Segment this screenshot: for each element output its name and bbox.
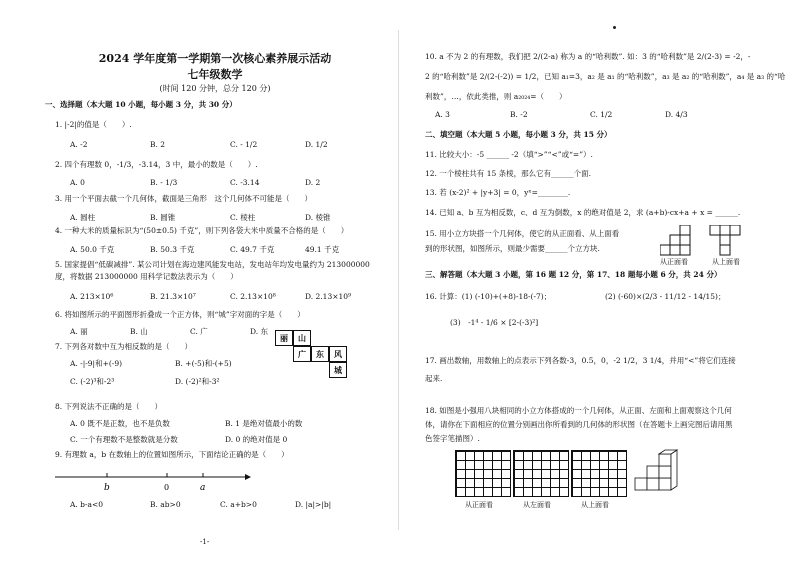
- q10-option-c: C. 1/2: [590, 110, 613, 119]
- q1-option-a: A. -2: [70, 140, 88, 149]
- q1-option-c: C. - 1/2: [230, 140, 258, 149]
- q8-option-d: D. 0 的绝对值是 0: [225, 435, 288, 444]
- q15-caption-top: 从上面看: [712, 258, 740, 266]
- section-1-heading: 一、选择题（本大题 10 小题，每小题 3 分，共 30 分）: [45, 100, 237, 109]
- grid-caption-top: 从上面看: [581, 501, 609, 509]
- cube-face: [647, 466, 659, 478]
- q16-part3: (3) -1⁴ - 1/6 × [2-(-3)²]: [450, 318, 539, 327]
- q10-text-line3: 利数”，…，依此类推，则 a₂₀₂₄=（ ）: [425, 92, 567, 101]
- q10-option-a: A. 3: [435, 110, 450, 119]
- q8-text: 8. 下列说法不正确的是（ ）: [55, 402, 163, 411]
- q3-option-a: A. 圆柱: [70, 213, 96, 222]
- q4-option-a: A. 50.0 千克: [70, 245, 115, 254]
- cube-face: [647, 478, 659, 490]
- q1-text: 1. |-2|的值是（ ）.: [55, 120, 132, 129]
- cube-face: [659, 454, 671, 466]
- q8-option-b: B. 1 是绝对值最小的数: [225, 419, 303, 428]
- q2-text: 2. 四个有理数 0，-1/3，-3.14，3 中，最小的数是（ ）.: [55, 160, 258, 169]
- q16-part1: 16. 计算：(1) (-10)+(+8)-18-(-7)；: [425, 292, 552, 301]
- q4-option-d: 49.1 千克: [305, 245, 340, 254]
- q15-caption-front: 从正面看: [660, 258, 688, 266]
- q5-text-line2: 度，将数据 213000000 用科学记数法表示为（ ）: [55, 272, 238, 281]
- label-b: b: [104, 483, 110, 493]
- net-square: 东: [311, 346, 329, 362]
- section-2-heading: 二、填空题（本大题 5 小题，每小题 3 分，共 15 分）: [425, 130, 612, 139]
- q10-text-line2: 2 的“哈利数”是 2/(2-(-2)) = 1/2，已知 a₁=3，a₂ 是 a₁ 的“哈利数”，a₃ 是 a₂ 的“哈利数”，a₄ 是 a₃ 的“哈: [425, 72, 786, 81]
- q5-option-d: D. 2.13×10⁹: [305, 292, 352, 301]
- q9-option-a: A. b-a<0: [70, 500, 104, 509]
- label-a: a: [200, 483, 206, 493]
- q5-option-a: A. 213×10⁶: [70, 292, 114, 301]
- q9-option-c: C. a+b>0: [220, 500, 257, 509]
- q13-text: 13. 若 (x-2)² + |y+3| = 0，yˣ=________.: [425, 188, 571, 197]
- q16-part2: (2) (-60)×(2/3 - 11/12 - 14/15)；: [605, 292, 726, 301]
- q5-option-c: C. 2.13×10⁸: [230, 292, 276, 301]
- net-square: 山: [293, 330, 311, 346]
- q12-text: 12. 一个棱柱共有 15 条棱，那么它有______个面.: [425, 169, 592, 178]
- label-zero: 0: [164, 483, 170, 492]
- grid-front-view: [455, 450, 511, 497]
- q1-option-d: D. 1/2: [305, 140, 328, 149]
- q4-text: 4. 一种大米的质量标识为“(50±0.5) 千克”，则下列各袋大米中质量不合格的是（ ）: [55, 226, 349, 235]
- q7-option-b: B. +(-5)和-(+5): [175, 359, 232, 368]
- q6-option-d: D. 东: [250, 327, 269, 336]
- net-square: 风: [329, 346, 347, 362]
- q6-option-b: B. 山: [130, 327, 148, 336]
- cube-side: [671, 450, 677, 490]
- q17-text-line2: 起来.: [425, 374, 443, 383]
- section-3-heading: 三、解答题（本大题 3 小题，第 16 题 12 分，第 17、18 题每小题 6 分，共 24 分）: [425, 270, 722, 279]
- cube-net-figure: [275, 330, 387, 380]
- q14-text: 14. 已知 a、b 互为相反数，c、d 互为倒数，x 的绝对值是 2，求 (a+b)-cx+a + x = ______.: [425, 208, 741, 217]
- q5-text-line1: 5. 国家提倡“低碳减排”. 某公司计划在海边建风能发电站，发电站年均发电量约为 213000000: [55, 260, 370, 269]
- q8-option-a: A. 0 既不是正数，也不是负数: [70, 419, 170, 428]
- q11-text: 11. 比较大小：-5 ______ -2（填“>”“<”或“=”）.: [425, 150, 593, 159]
- arrow-right-icon: [245, 474, 251, 480]
- q2-option-b: B. - 1/3: [150, 178, 178, 187]
- grid-caption-left: 从左面看: [523, 501, 551, 509]
- cube-square: [670, 245, 680, 255]
- q7-option-d: D. (-2)²和-3²: [175, 377, 220, 386]
- q3-text: 3. 用一个平面去截一个几何体，截面是三角形 这个几何体不可能是（ ）: [55, 194, 313, 203]
- q9-option-b: B. ab>0: [150, 500, 181, 509]
- q6-option-c: C. 广: [190, 327, 208, 336]
- grid-caption-front: 从正面看: [465, 501, 493, 509]
- q9-option-d: D. |a|>|b|: [295, 500, 332, 509]
- grid-top-view: [571, 450, 627, 497]
- q8-option-c: C. 一个有理数不是整数就是分数: [70, 435, 178, 444]
- q3-option-d: D. 棱锥: [305, 213, 331, 222]
- q9-text: 9. 有理数 a，b 在数轴上的位置如图所示，下面结论正确的是（ ）: [55, 450, 289, 459]
- q18-text-line2: 体，请你在下面相应的位置分别画出你所看到的几何体的形状图（在答题卡上画完图后请用黑: [425, 420, 733, 429]
- q2-option-c: C. -3.14: [230, 178, 260, 187]
- q4-option-c: C. 49.7 千克: [230, 245, 275, 254]
- q17-text-line1: 17. 画出数轴，用数轴上的点表示下列各数-3，0.5，0，-2 1/2，3 1/4，并用“<”将它们连接: [425, 356, 736, 365]
- q7-option-c: C. (-2)³和-2³: [70, 377, 115, 386]
- net-square: 丽: [275, 330, 293, 346]
- cube-square: [680, 225, 690, 235]
- q18-text-line1: 18. 如图是小强用八块相同的小立方体搭成的一个几何体，从正面、左面和上面观察这个几何: [425, 406, 732, 415]
- exam-time-info: (时间 120 分钟，总分 120 分): [159, 84, 271, 93]
- cube-square: [720, 245, 730, 255]
- cube-square: [680, 235, 690, 245]
- number-line-figure: [55, 465, 255, 495]
- q3-option-c: C. 棱柱: [230, 213, 256, 222]
- cube-square: [670, 235, 680, 245]
- q4-option-b: B. 50.3 千克: [150, 245, 195, 254]
- cube-square: [730, 225, 740, 235]
- exam-subject: 七年级数学: [187, 68, 243, 81]
- q10-option-b: B. -2: [510, 110, 528, 119]
- q7-text: 7. 下列各对数中互为相反数的是（ ）: [55, 342, 193, 351]
- q18-text-line3: 色签字笔描图）.: [425, 434, 480, 443]
- q3-option-b: B. 圆锥: [150, 213, 176, 222]
- q10-option-d: D. 4/3: [665, 110, 688, 119]
- cube-face: [635, 478, 647, 490]
- cube-square: [720, 225, 730, 235]
- q6-option-a: A. 丽: [70, 327, 88, 336]
- q6-text: 6. 将如图所示的平面图形折叠成一个正方体，则“城”字对面的字是（ ）: [55, 310, 305, 319]
- scan-mark: [613, 26, 616, 29]
- q15-text-line2: 到的形状图，如图所示，则最少需要______个立方块.: [425, 244, 600, 253]
- exam-title: 2024 学年度第一学期第一次核心素养展示活动: [98, 52, 332, 65]
- page-number: -1-: [200, 538, 210, 546]
- cube-square: [710, 225, 720, 235]
- cube-face: [659, 466, 671, 478]
- q15-text-line1: 15. 用小立方块搭一个几何体，使它的从正面看、从上面看: [425, 229, 620, 238]
- q2-option-a: A. 0: [70, 178, 85, 187]
- q5-option-b: B. 21.3×10⁷: [150, 292, 196, 301]
- cube-square: [680, 245, 690, 255]
- q1-option-b: B. 2: [150, 140, 166, 149]
- q2-option-d: D. 2: [305, 178, 321, 187]
- q7-option-a: A. -|-9|和+(-9): [70, 359, 123, 368]
- cube-square: [660, 245, 670, 255]
- net-square: 城: [329, 362, 347, 378]
- q10-text-line1: 10. a 不为 2 的有理数，我们把 2/(2-a) 称为 a 的“哈利数”. 如：3 的“哈利数”是 2/(2-3) = -2，-: [425, 52, 751, 61]
- grid-left-view: [513, 450, 569, 497]
- q18-cube-figure: [630, 448, 690, 498]
- net-square: 广: [293, 346, 311, 362]
- cube-face: [659, 478, 671, 490]
- column-divider: [398, 30, 399, 530]
- cube-square: [720, 235, 730, 245]
